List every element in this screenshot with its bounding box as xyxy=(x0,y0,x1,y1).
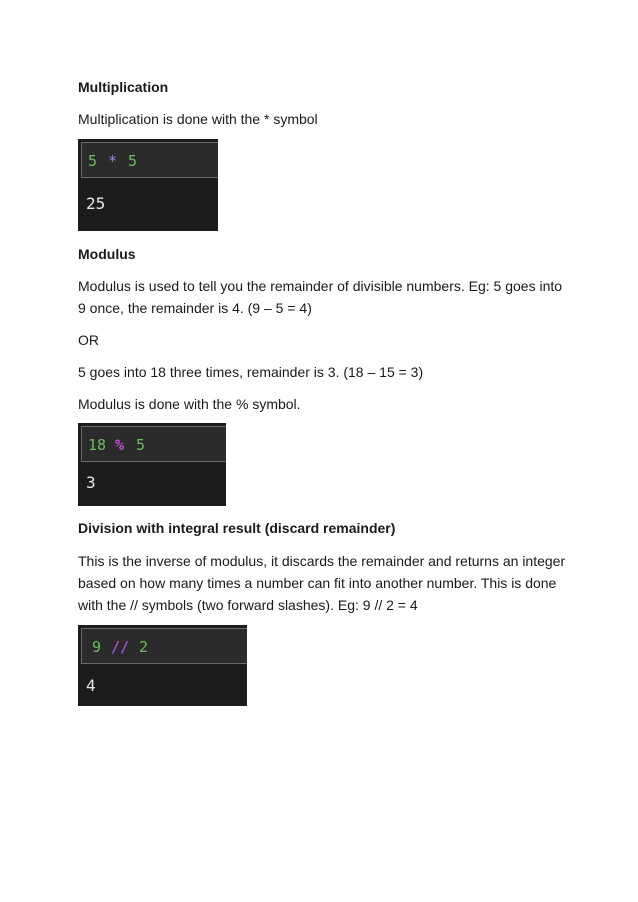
code-operator: % xyxy=(115,436,125,454)
multiplication-heading: Multiplication xyxy=(78,79,169,95)
modulus-line-2: 9 once, the remainder is 4. (9 – 5 = 4) xyxy=(78,300,312,316)
multiplication-description: Multiplication is done with the * symbol xyxy=(78,111,318,127)
code-left-operand: 18 xyxy=(88,436,107,454)
modulus-line-1: Modulus is used to tell you the remainder of divisible numbers. Eg: 5 goes into xyxy=(78,278,563,294)
modulus-code-cell xyxy=(78,423,226,506)
code-left-operand: 9 xyxy=(92,638,102,656)
code-operator: * xyxy=(108,152,118,170)
code-right-operand: 5 xyxy=(136,436,146,454)
modulus-or: OR xyxy=(78,332,99,348)
code-output: 25 xyxy=(86,194,106,213)
code-operator: // xyxy=(111,638,130,656)
modulus-line-3: 5 goes into 18 three times, remainder is 3. (18 – 15 = 3) xyxy=(78,364,424,380)
code-input-area[interactable] xyxy=(81,426,226,462)
division-code-cell xyxy=(78,625,247,706)
modulus-line-4: Modulus is done with the % symbol. xyxy=(78,396,301,412)
division-line-3: with the // symbols (two forward slashes). Eg: 9 // 2 = 4 xyxy=(78,597,418,613)
code-output: 3 xyxy=(86,473,96,492)
division-line-1: This is the inverse of modulus, it discards the remainder and returns an integer xyxy=(78,553,566,569)
division-heading: Division with integral result (discard remainder) xyxy=(78,520,396,536)
modulus-heading: Modulus xyxy=(78,246,136,262)
code-input-area[interactable] xyxy=(81,628,247,664)
code-output: 4 xyxy=(86,676,96,695)
multiplication-code-cell xyxy=(78,139,218,231)
code-right-operand: 2 xyxy=(139,638,149,656)
code-input-area[interactable] xyxy=(81,142,218,178)
division-line-2: based on how many times a number can fit into another number. This is done xyxy=(78,575,557,591)
code-right-operand: 5 xyxy=(128,152,138,170)
code-left-operand: 5 xyxy=(88,152,98,170)
